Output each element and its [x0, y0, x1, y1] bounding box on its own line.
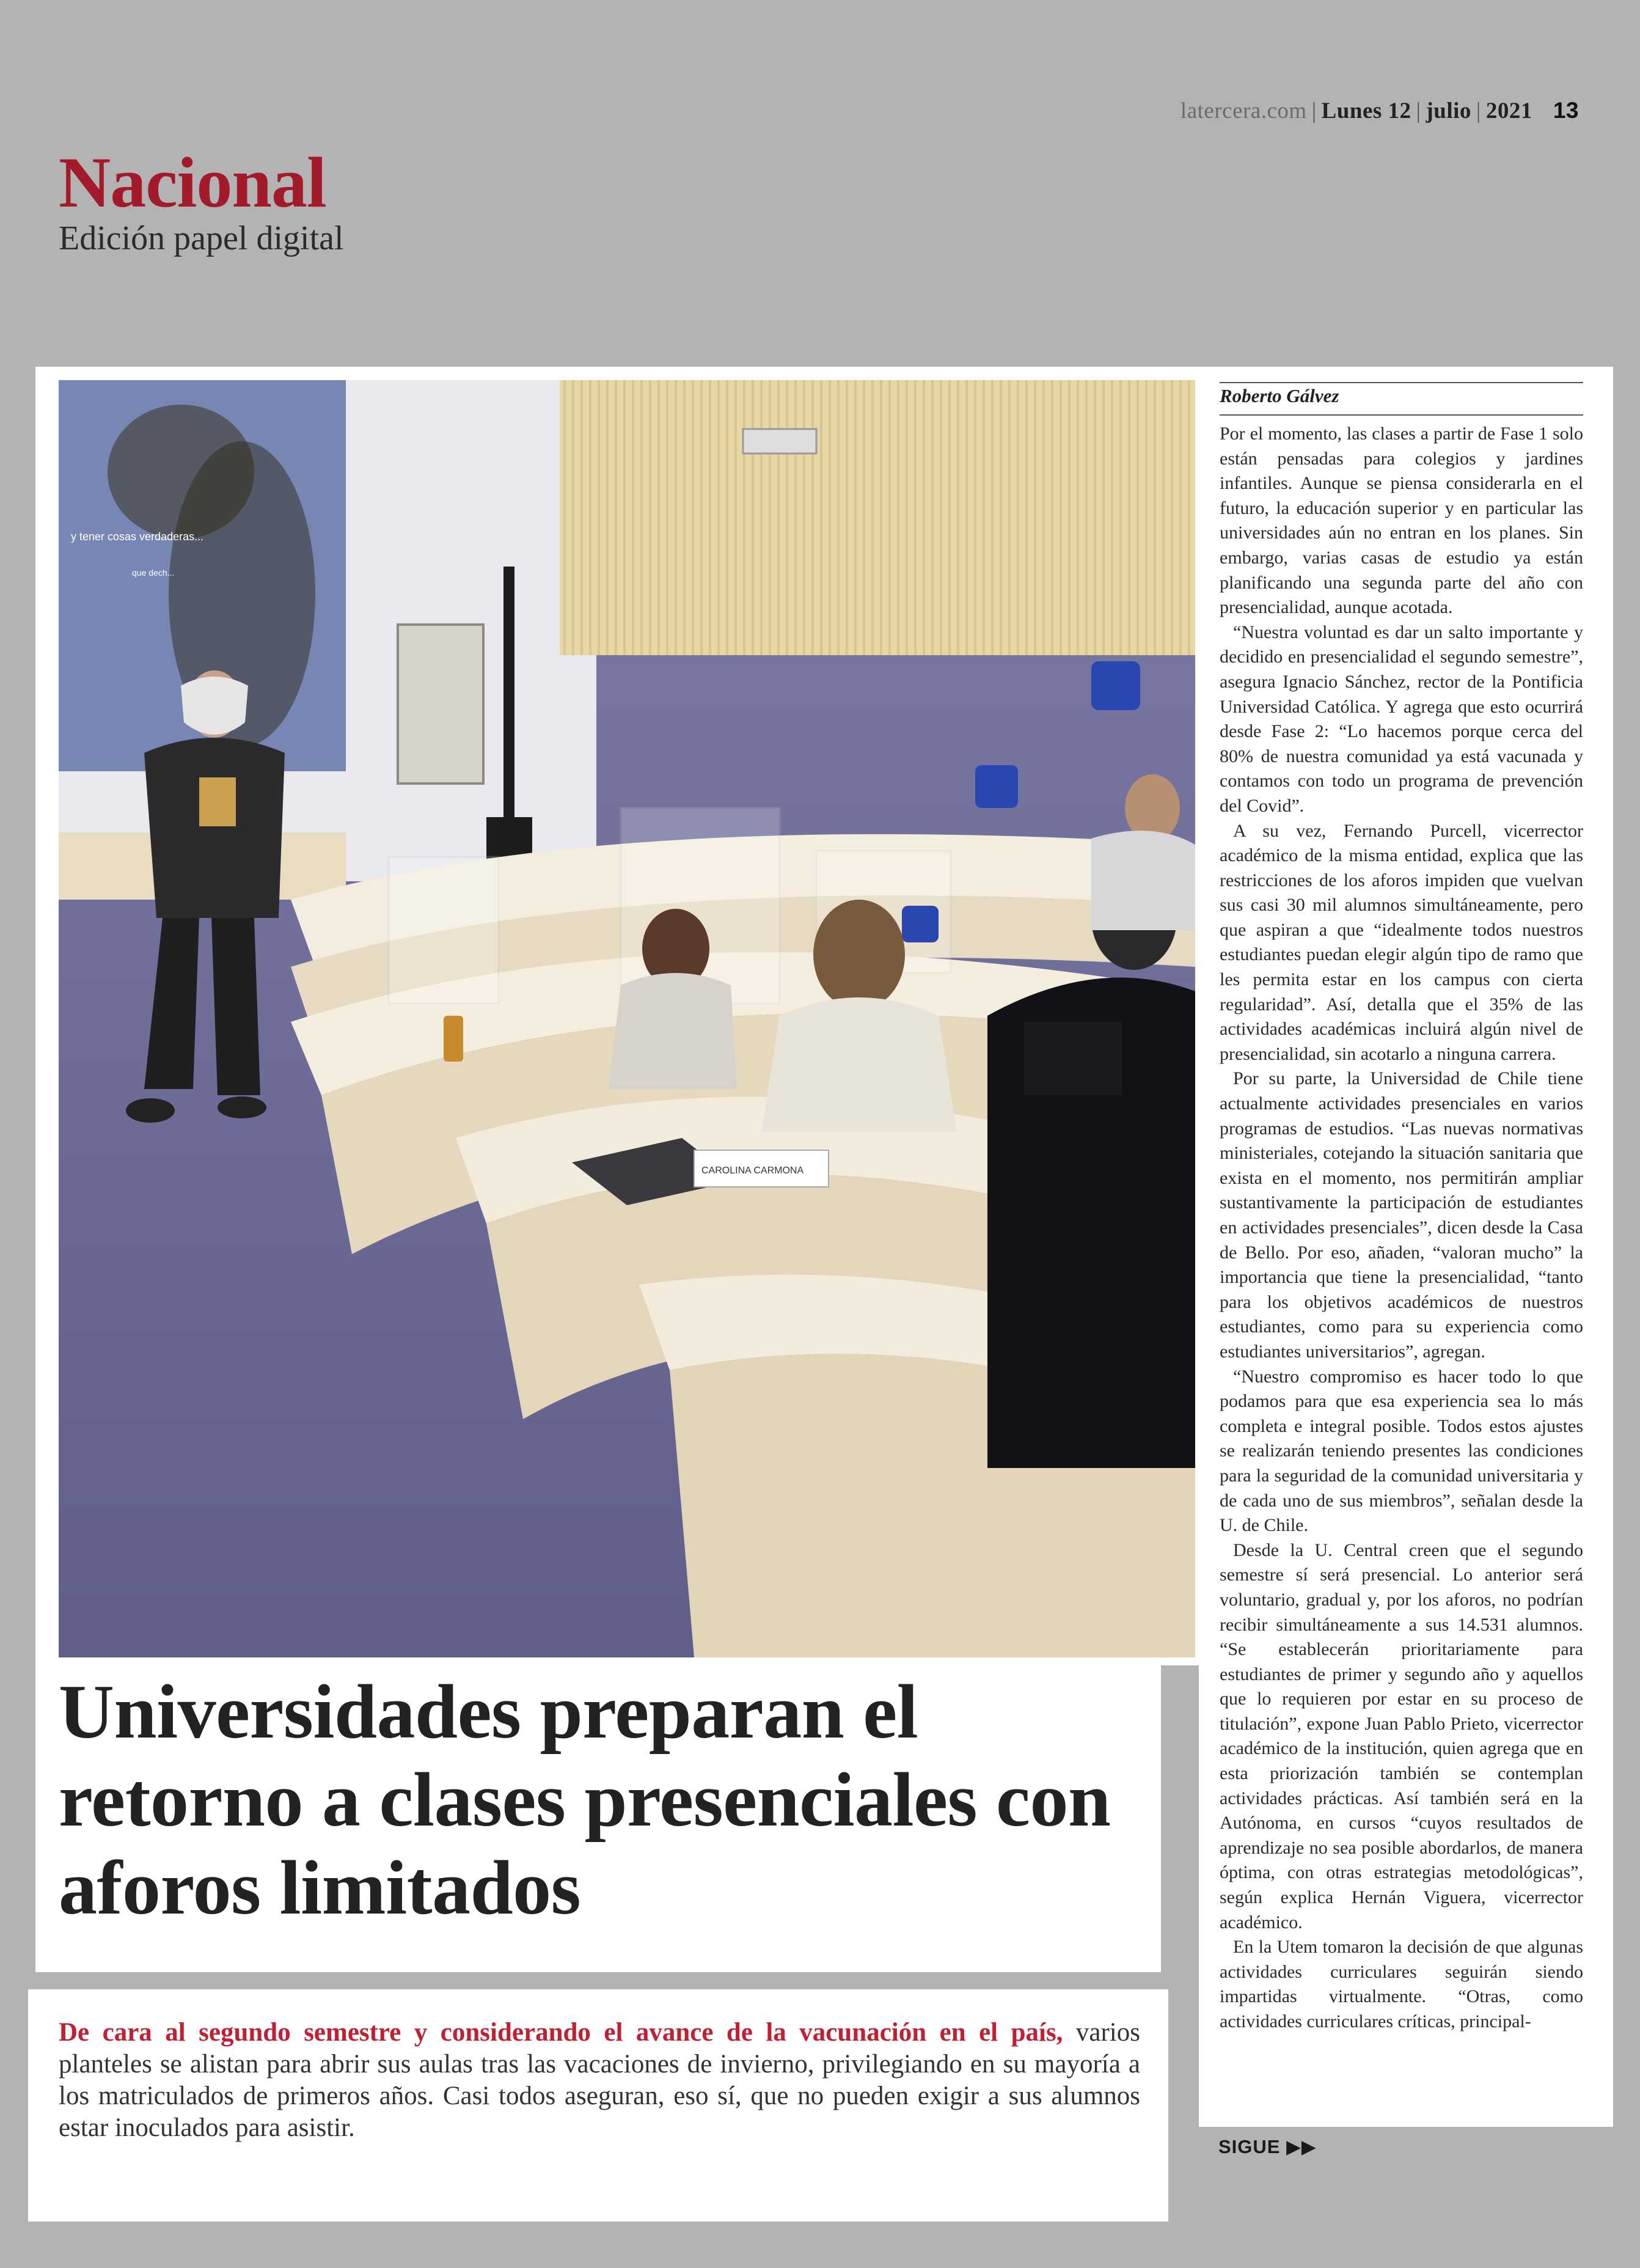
article-lede	[59, 2017, 1140, 2144]
separator: |	[1416, 98, 1421, 123]
divider	[1220, 414, 1583, 416]
date-month: julio	[1426, 98, 1471, 123]
section-subtitle: Edición papel digital	[59, 219, 344, 257]
paragraph: A su vez, Fernando Purcell, vicerrector académico de la misma entidad, explica que las restricciones de los aforos impiden que vuelvan sus casi 30 mil alumnos simultáneamente, pero que aspiran a que “idealmente todos nuestros estudiantes puedan elegir algún tipo de ramo que les permita estar en los campus con cierta regularidad”. Así, detalla que el 35% de las actividades académicas incluirá algún nivel de presencialidad, sin acotarlo a ninguna carrera.	[1220, 820, 1583, 1064]
date-day: Lunes 12	[1321, 98, 1411, 123]
desk-nameplate: CAROLINA CARMONA	[701, 1165, 804, 1176]
lede-text: varios planteles se alistan para abrir sus aulas tras las vacaciones de invierno, privilegiando en su mayoría a los matriculados de primeros años. Casi todos aseguran, eso sí, que no pueden exigir a sus alumnos estar inoculados para asistir.	[59, 2018, 1140, 2142]
paragraph: Desde la U. Central creen que el segundo semestre sí será presencial. Lo anterior será voluntario, gradual y, por los aforos, no podrían recibir simultáneamente a sus 14.531 alumnos. “Se establecerán prioritariamente para estudiantes de primer y segundo año y aquellos que lo requieren por estar en su proceso de titulación”, expone Juan Pablo Prieto, vicerrector académico de la institución, quien agrega que en esta priorización también se contemplan actividades prácticas. Así también será en la Autónoma, en cursos “cuyos resultados de aprendizaje no sea posible abordarlos, de manera óptima, con otras estrategias metodológicas”, según explica Hernán Viguera, vicerrector académico.	[1220, 1540, 1583, 1932]
article-headline: Universidades preparan el retorno a clases presenciales con aforos limitados	[59, 1670, 1111, 1931]
screen-caption-2: que dech...	[132, 568, 175, 578]
divider	[1220, 382, 1583, 383]
byline: Roberto Gálvez	[1220, 385, 1339, 406]
paragraph: Por su parte, la Universidad de Chile tiene actualmente actividades presenciales en varios programas de estudios. “Las nuevas normativas ministeriales, cotejando la situación sanitaria que exista en el momento, nos permitirán ampliar sustantivamente la participación de estudiantes en actividades presenciales”, dicen desde la Casa de Bello. Por eso, añaden, “valoran mucho” la importancia que tiene la presencialidad, “tanto para los objetivos académicos de nuestros estudiantes, como para su experiencia como estudiantes universitarios”, agregan.	[1220, 1068, 1583, 1362]
paragraph: “Nuestro compromiso es hacer todo lo que podamos para que esa experiencia sea lo más completa e integral posible. Todos estos ajustes se realizarán teniendo presentes las condiciones para la seguridad de la comunidad universitaria y de cada uno de sus miembros”, señalan desde la U. de Chile.	[1220, 1366, 1583, 1536]
continue-link[interactable]: SIGUE ▶▶	[1218, 2136, 1317, 2157]
separator: |	[1311, 98, 1317, 123]
paragraph: Por el momento, las clases a partir de Fase 1 solo están pensadas para colegios y jardines infantiles. Aunque se piensa considerarla en el futuro, la educación superior y en particular las universidades aún no entran en los planes. Sin embargo, varias casas de estudio ya están planificando una segunda parte del año con presencialidad, aunque acotada.	[1220, 424, 1583, 618]
lede-highlight: De cara al segundo semestre y considerando el avance de la vacunación en el país,	[59, 2018, 1063, 2047]
page-masthead	[1181, 98, 1579, 124]
student	[813, 900, 905, 1010]
paragraph: En la Utem tomaron la decisión de que algunas actividades curriculares seguirán siendo impartidas virtualmente. “Otras, como actividades curriculares críticas, principal-	[1220, 1937, 1583, 2031]
separator: |	[1476, 98, 1481, 123]
section-title: Nacional	[59, 142, 326, 222]
article-body	[1220, 422, 1583, 2035]
site-name: latercera.com	[1180, 98, 1307, 123]
date-year: 2021	[1485, 98, 1532, 123]
page-number: 13	[1553, 98, 1579, 123]
classroom-photo	[59, 380, 1195, 1657]
paragraph: “Nuestra voluntad es dar un salto importante y decidido en presencialidad el segundo semestre”, asegura Ignacio Sánchez, rector de la Pontificia Universidad Católica. Y agrega que esto ocurrirá desde Fase 2: “Lo hacemos porque cerca del 80% de nuestra comunidad ya está vacunada y contamos con todo un programa de prevención del Covid”.	[1220, 622, 1583, 816]
screen-caption-1: y tener cosas verdaderas...	[71, 530, 204, 543]
